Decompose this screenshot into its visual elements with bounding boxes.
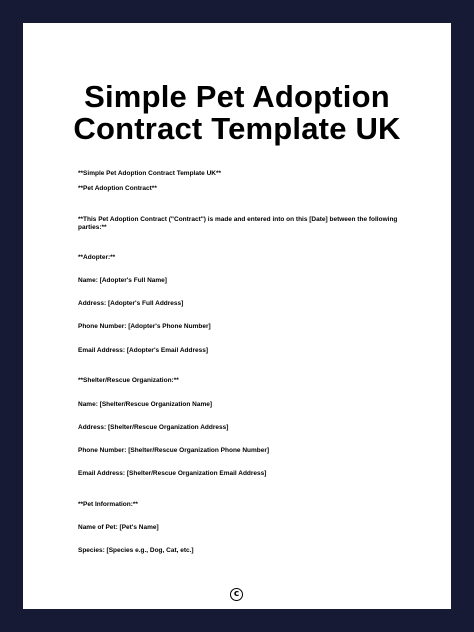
- section-pet-heading: **Pet Information:**: [78, 501, 138, 508]
- copyright-icon: c: [230, 588, 243, 601]
- pet-name-line: Name of Pet: [Pet's Name]: [78, 524, 159, 531]
- document-page: [23, 23, 451, 609]
- doc-intro-paragraph: **This Pet Adoption Contract ("Contract") is made and entered into on this [Date] between the following parties:**: [78, 216, 400, 231]
- adopter-phone-line: Phone Number: [Adopter's Phone Number]: [78, 323, 211, 330]
- shelter-name-line: Name: [Shelter/Rescue Organization Name]: [78, 401, 213, 408]
- doc-heading: **Simple Pet Adoption Contract Template UK**: [78, 170, 222, 177]
- adopter-name-line: Name: [Adopter's Full Name]: [78, 277, 167, 284]
- pet-species-line: Species: [Species e.g., Dog, Cat, etc.]: [78, 547, 194, 554]
- section-shelter-heading: **Shelter/Rescue Organization:**: [78, 377, 179, 384]
- section-adopter-heading: **Adopter:**: [78, 254, 116, 261]
- title-line-2: Contract Template UK: [73, 111, 401, 146]
- title-line-1: Simple Pet Adoption: [84, 79, 390, 114]
- adopter-email-line: Email Address: [Adopter's Email Address]: [78, 347, 209, 354]
- shelter-email-line: Email Address: [Shelter/Rescue Organization Email Address]: [78, 470, 267, 477]
- shelter-phone-line: Phone Number: [Shelter/Rescue Organization Phone Number]: [78, 447, 270, 454]
- doc-subheading: **Pet Adoption Contract**: [78, 185, 157, 192]
- shelter-address-line: Address: [Shelter/Rescue Organization Address]: [78, 424, 229, 431]
- document-title: [23, 81, 451, 145]
- adopter-address-line: Address: [Adopter's Full Address]: [78, 300, 184, 307]
